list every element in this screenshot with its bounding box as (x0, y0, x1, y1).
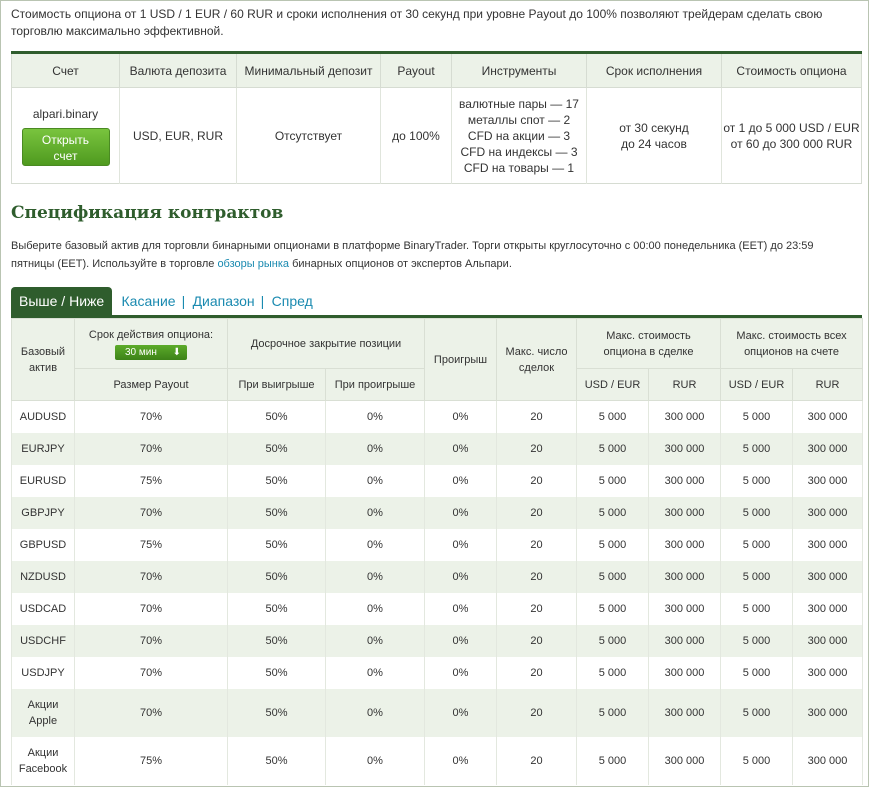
max-deals-cell: 20 (497, 657, 577, 689)
tab-touch[interactable]: Касание (121, 293, 176, 309)
all-usd-eur-cell: 5 000 (721, 497, 793, 529)
max-deals-cell: 20 (497, 433, 577, 465)
col-header-max-cost-all-line1: Макс. стоимость всех (736, 329, 847, 342)
option-cost-cell (722, 88, 862, 184)
loss-cell: 0% (425, 657, 497, 689)
col-header-max-cost-all-line2: опционов на счете (744, 345, 839, 358)
deal-rur-cell: 300 000 (649, 401, 721, 434)
early-close-win-cell: 50% (228, 689, 326, 737)
instrument-item: валютные пары — 17 (459, 96, 579, 111)
instrument-item: CFD на товары — 1 (463, 160, 575, 175)
table-row (12, 561, 863, 593)
all-rur-cell: 300 000 (793, 689, 863, 737)
max-deals-cell: 20 (497, 561, 577, 593)
asset-cell (12, 497, 75, 529)
max-deals-cell: 20 (497, 529, 577, 561)
expiry-line: от 30 секунд (619, 120, 689, 135)
option-cost-line: от 60 до 300 000 RUR (730, 136, 853, 151)
deal-usd-eur-cell: 5 000 (577, 497, 649, 529)
early-close-win-cell: 50% (228, 529, 326, 561)
payout-cell: 70% (75, 657, 228, 689)
open-account-button[interactable] (22, 128, 110, 166)
min-deposit-cell: Отсутствует (237, 88, 381, 184)
payout-cell: 70% (75, 433, 228, 465)
all-rur-cell: 300 000 (793, 625, 863, 657)
deal-usd-eur-cell: 5 000 (577, 465, 649, 497)
all-usd-eur-cell: 5 000 (721, 657, 793, 689)
all-rur-cell: 300 000 (793, 497, 863, 529)
col-header-asset-line1: Базовый (20, 345, 66, 358)
deal-usd-eur-cell: 5 000 (577, 401, 649, 434)
instrument-item: CFD на индексы — 3 (460, 144, 578, 159)
col-header-instruments: Инструменты (452, 53, 587, 88)
deal-rur-cell: 300 000 (649, 529, 721, 561)
asset-cell (12, 561, 75, 593)
max-deals-cell: 20 (497, 625, 577, 657)
all-usd-eur-cell: 5 000 (721, 593, 793, 625)
col-header-max-cost-deal (577, 319, 721, 369)
spec-header-row-1 (12, 319, 863, 369)
deal-rur-cell: 300 000 (649, 465, 721, 497)
asset-cell (12, 529, 75, 561)
table-row (12, 737, 863, 785)
all-usd-eur-cell: 5 000 (721, 401, 793, 434)
asset-cell (12, 465, 75, 497)
deal-usd-eur-cell: 5 000 (577, 689, 649, 737)
col-header-option-cost: Стоимость опциона (722, 53, 862, 88)
payout-cell: 75% (75, 465, 228, 497)
loss-cell: 0% (425, 497, 497, 529)
col-header-min-deposit: Минимальный депозит (237, 53, 381, 88)
early-close-win-cell: 50% (228, 465, 326, 497)
asset-name: Акции (27, 699, 59, 711)
tab-range[interactable]: Диапазон (192, 293, 255, 309)
col-header-deal-rur: RUR (649, 369, 721, 401)
description-text: Выберите базовый актив для торговли бинарными опционами в платформе BinaryTrader. Торги открыты круглосуточно с 00:00 понедельника (EET) до 23:59 пятницы (EET). Используйте в торговле (11, 240, 814, 270)
col-header-payout: Payout (381, 53, 452, 88)
market-reviews-link[interactable]: обзоры рынка (217, 258, 290, 270)
asset-name: USDCAD (19, 603, 67, 615)
payout-cell: 70% (75, 497, 228, 529)
early-close-loss-cell: 0% (326, 497, 425, 529)
option-type-tabs (11, 287, 862, 318)
table-row (12, 497, 863, 529)
deal-usd-eur-cell: 5 000 (577, 433, 649, 465)
loss-cell: 0% (425, 737, 497, 785)
asset-name: AUDUSD (19, 411, 67, 423)
asset-name: EURJPY (21, 443, 65, 455)
payout-cell: 70% (75, 625, 228, 657)
deal-usd-eur-cell: 5 000 (577, 529, 649, 561)
loss-cell: 0% (425, 529, 497, 561)
max-deals-cell: 20 (497, 401, 577, 434)
description-text-end: бинарных опционов от экспертов Альпари. (289, 258, 512, 270)
col-header-max-cost-all (721, 319, 863, 369)
deal-rur-cell: 300 000 (649, 737, 721, 785)
payout-cell: 75% (75, 737, 228, 785)
col-header-max-deals-line1: Макс. число (505, 345, 568, 358)
asset-name: USDCHF (20, 635, 66, 647)
table-row (12, 657, 863, 689)
loss-cell: 0% (425, 593, 497, 625)
payout-cell: 70% (75, 593, 228, 625)
col-header-asset-line2: актив (28, 361, 58, 374)
open-button-line2: счет (53, 148, 78, 163)
early-close-win-cell: 50% (228, 401, 326, 434)
account-name: alpari.binary (32, 106, 99, 121)
instrument-item: CFD на акции — 3 (467, 128, 571, 143)
asset-cell (12, 689, 75, 737)
duration-label: Срок действия опциона: (88, 329, 214, 341)
all-rur-cell: 300 000 (793, 433, 863, 465)
asset-name: NZDUSD (20, 571, 66, 583)
early-close-loss-cell: 0% (326, 561, 425, 593)
col-header-all-rur: RUR (793, 369, 863, 401)
table-row (12, 689, 863, 737)
early-close-win-cell: 50% (228, 593, 326, 625)
all-usd-eur-cell: 5 000 (721, 465, 793, 497)
early-close-win-cell: 50% (228, 625, 326, 657)
arrow-down-icon: ⬇ (172, 347, 181, 358)
expiry-cell (587, 88, 722, 184)
col-header-deal-usd-eur: USD / EUR (577, 369, 649, 401)
all-rur-cell: 300 000 (793, 561, 863, 593)
early-close-loss-cell: 0% (326, 657, 425, 689)
early-close-loss-cell: 0% (326, 465, 425, 497)
tab-separator: | (260, 293, 265, 309)
all-rur-cell: 300 000 (793, 465, 863, 497)
max-deals-cell: 20 (497, 497, 577, 529)
account-table (11, 51, 862, 184)
payout-cell: 75% (75, 529, 228, 561)
early-close-loss-cell: 0% (326, 433, 425, 465)
deal-rur-cell: 300 000 (649, 497, 721, 529)
section-title: Спецификация контрактов (11, 203, 284, 223)
col-header-if-win: При выигрыше (228, 369, 326, 401)
col-header-payout-size: Размер Payout (75, 369, 228, 401)
loss-cell: 0% (425, 433, 497, 465)
early-close-win-cell: 50% (228, 737, 326, 785)
asset-name-line2: Facebook (18, 763, 68, 775)
asset-cell (12, 401, 75, 434)
table-row (12, 433, 863, 465)
tab-separator: | (181, 293, 186, 309)
asset-name: GBPUSD (19, 539, 67, 551)
duration-value: 30 мин (125, 347, 157, 358)
col-header-asset (12, 319, 75, 401)
early-close-loss-cell: 0% (326, 625, 425, 657)
asset-cell (12, 737, 75, 785)
max-deals-cell: 20 (497, 737, 577, 785)
table-row (12, 465, 863, 497)
deal-usd-eur-cell: 5 000 (577, 737, 649, 785)
all-usd-eur-cell: 5 000 (721, 529, 793, 561)
table-row (12, 625, 863, 657)
asset-cell (12, 657, 75, 689)
payout-cell: 70% (75, 561, 228, 593)
loss-cell: 0% (425, 465, 497, 497)
payout-cell: 70% (75, 689, 228, 737)
col-header-early-close: Досрочное закрытие позиции (228, 319, 425, 369)
all-rur-cell: 300 000 (793, 529, 863, 561)
spec-table-body (12, 401, 863, 786)
deal-rur-cell: 300 000 (649, 657, 721, 689)
early-close-win-cell: 50% (228, 497, 326, 529)
deal-usd-eur-cell: 5 000 (577, 657, 649, 689)
table-row (12, 529, 863, 561)
instrument-item: металлы спот — 2 (467, 112, 571, 127)
account-cell (12, 88, 120, 184)
expiry-line: до 24 часов (621, 136, 687, 151)
early-close-loss-cell: 0% (326, 593, 425, 625)
asset-name: Акции (27, 747, 59, 759)
instruments-cell (452, 88, 587, 184)
all-rur-cell: 300 000 (793, 401, 863, 434)
account-row (12, 88, 862, 184)
currency-cell: USD, EUR, RUR (120, 88, 237, 184)
asset-cell (12, 433, 75, 465)
all-usd-eur-cell: 5 000 (721, 625, 793, 657)
open-button-line1: Открыть (41, 132, 90, 147)
duration-select[interactable] (115, 345, 187, 360)
asset-name-line2: Apple (28, 715, 58, 727)
early-close-win-cell: 50% (228, 433, 326, 465)
tab-spread[interactable]: Спред (271, 293, 313, 309)
all-usd-eur-cell: 5 000 (721, 561, 793, 593)
col-header-account: Счет (12, 53, 120, 88)
deal-rur-cell: 300 000 (649, 593, 721, 625)
asset-name: EURUSD (19, 475, 67, 487)
all-rur-cell: 300 000 (793, 593, 863, 625)
col-header-expiry: Срок исполнения (587, 53, 722, 88)
deal-usd-eur-cell: 5 000 (577, 593, 649, 625)
early-close-loss-cell: 0% (326, 737, 425, 785)
col-header-all-usd-eur: USD / EUR (721, 369, 793, 401)
section-description (11, 237, 851, 273)
all-rur-cell: 300 000 (793, 737, 863, 785)
deal-rur-cell: 300 000 (649, 689, 721, 737)
asset-name: GBPJPY (21, 507, 65, 519)
tab-above-below[interactable]: Выше / Ниже (11, 287, 112, 315)
intro-text: Стоимость опциона от 1 USD / 1 EUR / 60 RUR и сроки исполнения от 30 секунд при уровне Payout до 100% позволяют трейдерам сделать свою торговлю максимально эффективной. (11, 7, 823, 38)
col-header-max-cost-deal-line1: Макс. стоимость (606, 329, 691, 342)
option-cost-line: от 1 до 5 000 USD / EUR (723, 120, 860, 135)
loss-cell: 0% (425, 401, 497, 434)
all-usd-eur-cell: 5 000 (721, 689, 793, 737)
asset-cell (12, 593, 75, 625)
payout-cell: до 100% (381, 88, 452, 184)
account-table-header (12, 53, 862, 88)
col-header-max-deals (497, 319, 577, 401)
col-header-max-cost-deal-line2: опциона в сделке (603, 345, 694, 358)
loss-cell: 0% (425, 689, 497, 737)
deal-rur-cell: 300 000 (649, 625, 721, 657)
max-deals-cell: 20 (497, 465, 577, 497)
all-usd-eur-cell: 5 000 (721, 433, 793, 465)
early-close-loss-cell: 0% (326, 529, 425, 561)
payout-cell: 70% (75, 401, 228, 434)
max-deals-cell: 20 (497, 593, 577, 625)
table-row (12, 593, 863, 625)
loss-cell: 0% (425, 625, 497, 657)
deal-rur-cell: 300 000 (649, 561, 721, 593)
col-header-max-deals-line2: сделок (518, 361, 555, 374)
early-close-loss-cell: 0% (326, 401, 425, 434)
early-close-win-cell: 50% (228, 561, 326, 593)
table-row (12, 401, 863, 434)
loss-cell: 0% (425, 561, 497, 593)
col-header-duration (75, 319, 228, 369)
deal-rur-cell: 300 000 (649, 433, 721, 465)
early-close-loss-cell: 0% (326, 689, 425, 737)
contract-spec-table (11, 318, 863, 785)
deal-usd-eur-cell: 5 000 (577, 561, 649, 593)
all-rur-cell: 300 000 (793, 657, 863, 689)
col-header-currency: Валюта депозита (120, 53, 237, 88)
asset-name: USDJPY (21, 667, 65, 679)
max-deals-cell: 20 (497, 689, 577, 737)
deal-usd-eur-cell: 5 000 (577, 625, 649, 657)
col-header-if-loss: При проигрыше (326, 369, 425, 401)
col-header-loss: Проигрыш (425, 319, 497, 401)
early-close-win-cell: 50% (228, 657, 326, 689)
all-usd-eur-cell: 5 000 (721, 737, 793, 785)
asset-cell (12, 625, 75, 657)
